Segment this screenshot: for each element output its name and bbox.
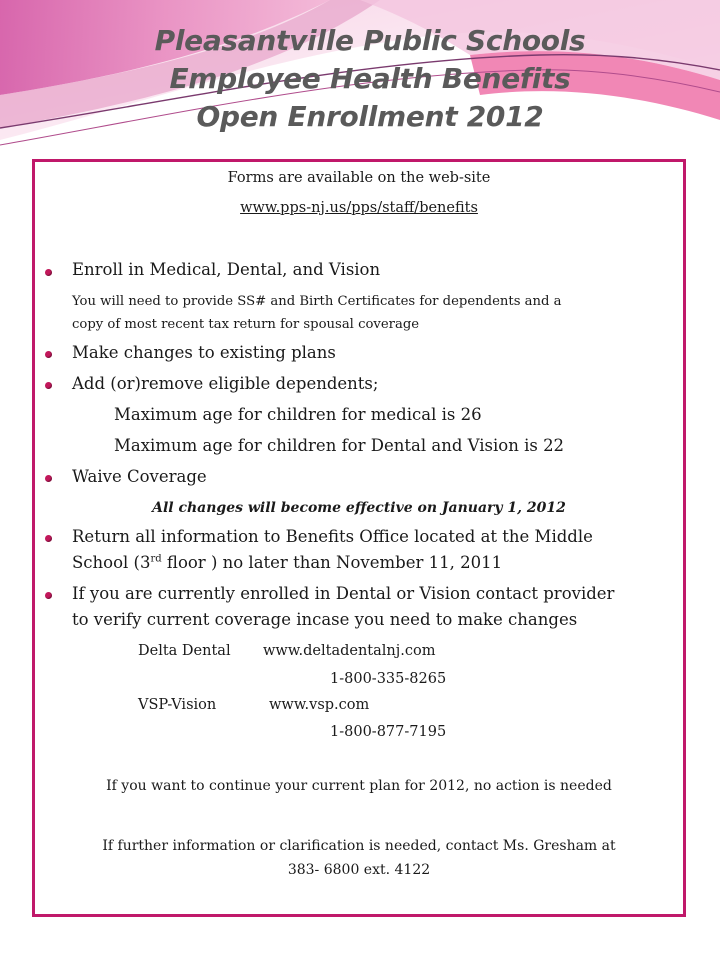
bullet-icon	[45, 592, 52, 599]
bullet-icon	[45, 382, 52, 389]
enroll-note-line-2: copy of most recent tax return for spousal coverage	[72, 317, 420, 332]
provider-site-vsp[interactable]: www.vsp.com	[269, 697, 370, 713]
title-line-3: Open Enrollment 2012	[196, 100, 544, 133]
max-age-dental-vision: Maximum age for children for Dental and Vision is 22	[114, 436, 565, 455]
contact-line-2: 383- 6800 ext. 4122	[287, 862, 431, 878]
bullet-icon	[45, 269, 52, 276]
enrolled-contact-line-2: to verify current coverage incase you need to make changes	[72, 610, 578, 629]
enroll-note-line-1: You will need to provide SS# and Birth Certificates for dependents and a	[72, 294, 562, 309]
provider-name-vsp: VSP-Vision	[138, 697, 217, 713]
provider-phone-vsp: 1-800-877-7195	[330, 724, 447, 740]
enrolled-contact-line-1: If you are currently enrolled in Dental or Vision contact provider	[72, 584, 615, 603]
max-age-medical: Maximum age for children for medical is 26	[114, 405, 482, 424]
provider-phone-delta: 1-800-335-8265	[330, 671, 447, 687]
forms-available-text: Forms are available on the web-site	[227, 170, 491, 186]
title-line-1: Pleasantville Public Schools	[154, 24, 586, 57]
provider-site-delta[interactable]: www.deltadentalnj.com	[263, 643, 436, 659]
return-info-line-1: Return all information to Benefits Office located at the Middle	[72, 527, 593, 546]
page-title	[0, 22, 720, 136]
bullet-icon	[45, 535, 52, 542]
effective-date-note: All changes will become effective on January 1, 2012	[152, 500, 566, 516]
return-info-line-2: School (3rd floor ) no later than November 11, 2011	[72, 553, 503, 572]
enroll-item: Enroll in Medical, Dental, and Vision	[72, 260, 381, 279]
continue-plan-note: If you want to continue your current plan for 2012, no action is needed	[106, 778, 612, 794]
benefits-website-link[interactable]: www.pps-nj.us/pps/staff/benefits	[240, 200, 478, 216]
changes-item: Make changes to existing plans	[72, 343, 336, 362]
bullet-icon	[45, 351, 52, 358]
contact-line-1: If further information or clarification is needed, contact Ms. Gresham at	[102, 838, 616, 854]
bullet-icon	[45, 475, 52, 482]
provider-name-delta: Delta Dental	[138, 643, 231, 659]
title-line-2: Employee Health Benefits	[169, 62, 571, 95]
dependents-item: Add (or)remove eligible dependents;	[72, 374, 379, 393]
content-box	[32, 159, 686, 917]
waive-item: Waive Coverage	[72, 467, 207, 486]
